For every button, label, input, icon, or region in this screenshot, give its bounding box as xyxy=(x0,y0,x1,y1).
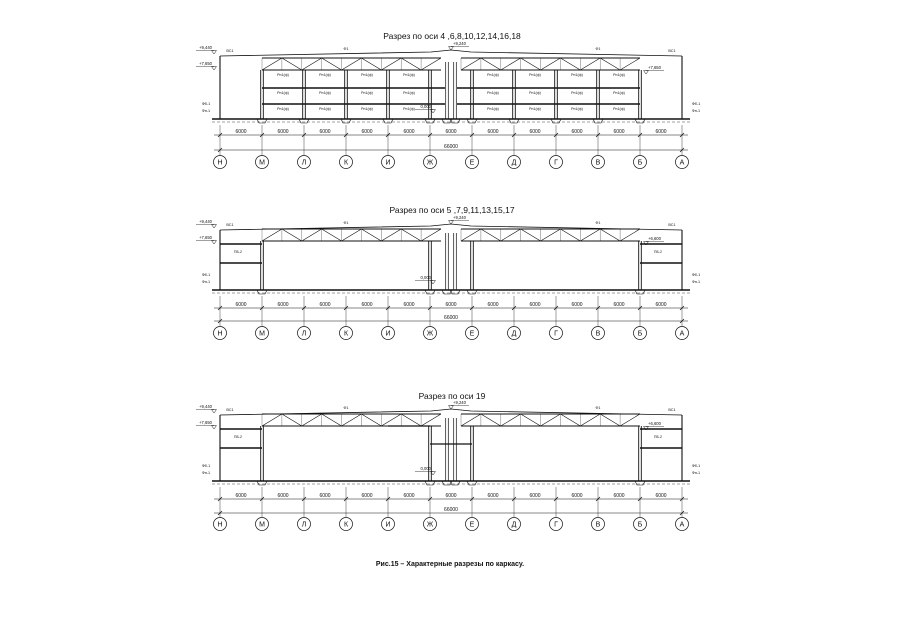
bay-dimension: 6000 xyxy=(361,129,373,135)
truss-diagonal xyxy=(302,414,322,426)
room-label: Рп1(ф) xyxy=(613,91,625,95)
bay-dimension: 6000 xyxy=(319,302,331,308)
bay-dimension: 6000 xyxy=(487,493,499,499)
section-1 xyxy=(196,31,700,169)
level-triangle xyxy=(212,426,217,430)
truss-diagonal xyxy=(262,414,282,426)
room-label: Рп1(ф) xyxy=(529,107,541,111)
room-label: Рп1(ф) xyxy=(571,107,583,111)
truss-diagonal xyxy=(501,58,521,70)
beam-label: ПБ-2 xyxy=(653,435,663,439)
axis-label: А xyxy=(679,159,685,167)
truss-diagonal xyxy=(381,58,401,70)
element-tag: Фн-1 xyxy=(691,471,701,475)
bay-dimension: 6000 xyxy=(655,129,667,135)
truss-diagonal xyxy=(381,229,401,241)
truss-diagonal xyxy=(541,58,561,70)
room-label: Рп1(ф) xyxy=(319,91,331,95)
room-label: Рп1(ф) xyxy=(403,107,415,111)
axis-label: Д xyxy=(511,330,517,338)
axis-label: Е xyxy=(469,330,475,338)
truss-diagonal xyxy=(580,414,600,426)
axis-label: В xyxy=(595,159,601,167)
section-3 xyxy=(196,391,700,531)
truss-diagonal xyxy=(541,229,561,241)
truss-diagonal xyxy=(600,58,620,70)
truss-diagonal xyxy=(421,414,441,426)
bay-dimension: 6000 xyxy=(655,302,667,308)
axis-label: Н xyxy=(217,330,223,338)
section-title: Разрез по оси 5 ,7,9,11,13,15,17 xyxy=(389,205,515,215)
truss-diagonal xyxy=(381,414,401,426)
element-tag: Ф1 xyxy=(343,47,349,51)
axis-label: Ж xyxy=(426,521,434,529)
truss-diagonal xyxy=(461,414,481,426)
truss-diagonal xyxy=(322,414,342,426)
level-mark: +6,600 xyxy=(648,421,661,426)
level-mark: +7,650 xyxy=(199,61,212,66)
total-dimension: 66000 xyxy=(444,315,458,321)
element-tag: Фн-1 xyxy=(691,109,701,113)
axis-label: Б xyxy=(637,159,643,167)
bay-dimension: 6000 xyxy=(235,302,247,308)
room-label: Рп1(ф) xyxy=(403,73,415,77)
truss-diagonal xyxy=(481,58,501,70)
axis-label: М xyxy=(259,521,265,529)
element-tag: Фн-1 xyxy=(201,280,211,284)
bay-dimension: 6000 xyxy=(277,493,289,499)
bay-dimension: 6000 xyxy=(529,129,541,135)
truss-diagonal xyxy=(521,414,541,426)
bay-dimension: 6000 xyxy=(613,302,625,308)
truss-diagonal xyxy=(282,414,302,426)
level-mark-ridge: +9,240 xyxy=(453,215,466,220)
axis-label: Л xyxy=(301,330,307,338)
axis-label: А xyxy=(679,521,685,529)
element-tag: Фб-1 xyxy=(691,273,701,277)
truss-diagonal xyxy=(580,229,600,241)
room-label: Рп1(ф) xyxy=(487,107,499,111)
room-label: Рп1(ф) xyxy=(361,91,373,95)
room-label: Рп1(ф) xyxy=(571,91,583,95)
truss-diagonal xyxy=(262,58,282,70)
axis-label: И xyxy=(385,330,391,338)
element-tag: ВС1 xyxy=(668,408,676,412)
level-triangle xyxy=(449,47,454,51)
axis-label: В xyxy=(595,521,601,529)
bay-dimension: 6000 xyxy=(277,129,289,135)
beam-label: ПБ-2 xyxy=(233,250,243,254)
room-label: Рп1(ф) xyxy=(571,73,583,77)
bay-dimension: 6000 xyxy=(445,493,457,499)
level-mark-zero: 0,000 xyxy=(420,466,431,471)
axis-label: Ж xyxy=(426,159,434,167)
truss-diagonal xyxy=(322,58,342,70)
bay-dimension: 6000 xyxy=(529,302,541,308)
truss-diagonal xyxy=(401,58,421,70)
bay-dimension: 6000 xyxy=(445,302,457,308)
bay-dimension: 6000 xyxy=(235,493,247,499)
roof-line xyxy=(220,50,682,56)
axis-label: Д xyxy=(511,159,517,167)
axis-label: К xyxy=(343,521,349,529)
truss-diagonal xyxy=(481,414,501,426)
room-label: Рп1(ф) xyxy=(529,91,541,95)
level-mark: +7,650 xyxy=(199,235,212,240)
room-label: Рп1(ф) xyxy=(361,73,373,77)
bay-dimension: 6000 xyxy=(361,302,373,308)
bay-dimension: 6000 xyxy=(319,129,331,135)
level-triangle xyxy=(449,406,454,410)
level-mark-ridge: +9,240 xyxy=(453,41,466,46)
truss-diagonal xyxy=(521,229,541,241)
element-tag: Ф1 xyxy=(595,406,601,410)
level-mark-top: +9,440 xyxy=(199,404,212,409)
truss-diagonal xyxy=(342,414,362,426)
truss-diagonal xyxy=(262,229,282,241)
bay-dimension: 6000 xyxy=(361,493,373,499)
truss-diagonal xyxy=(342,229,362,241)
bay-dimension: 6000 xyxy=(655,493,667,499)
truss-diagonal xyxy=(620,414,640,426)
truss-diagonal xyxy=(401,229,421,241)
bay-dimension: 6000 xyxy=(613,129,625,135)
room-label: Рп1(ф) xyxy=(277,73,289,77)
axis-label: В xyxy=(595,330,601,338)
truss-diagonal xyxy=(580,58,600,70)
element-tag: Ф1 xyxy=(595,47,601,51)
axis-label: Л xyxy=(301,159,307,167)
axis-label: К xyxy=(343,330,349,338)
axis-label: К xyxy=(343,159,349,167)
room-label: Рп1(ф) xyxy=(487,73,499,77)
bay-dimension: 6000 xyxy=(487,129,499,135)
truss-diagonal xyxy=(421,229,441,241)
room-label: Рп1(ф) xyxy=(613,107,625,111)
truss-diagonal xyxy=(282,58,302,70)
bay-dimension: 6000 xyxy=(319,493,331,499)
bay-dimension: 6000 xyxy=(235,129,247,135)
element-tag: ВС1 xyxy=(226,49,234,53)
element-tag: Фб-1 xyxy=(201,102,211,106)
element-tag: Фн-1 xyxy=(201,109,211,113)
bay-dimension: 6000 xyxy=(487,302,499,308)
axis-label: Н xyxy=(217,159,223,167)
truss-diagonal xyxy=(501,229,521,241)
axis-label: Г xyxy=(554,521,558,529)
axis-label: Б xyxy=(637,521,643,529)
element-tag: Фн-1 xyxy=(201,471,211,475)
truss-diagonal xyxy=(302,58,322,70)
element-tag: ВС1 xyxy=(668,49,676,53)
axis-label: Г xyxy=(554,159,558,167)
section-2 xyxy=(196,205,700,340)
room-label: Рп1(ф) xyxy=(319,73,331,77)
bay-dimension: 6000 xyxy=(571,302,583,308)
room-label: Рп1(ф) xyxy=(487,91,499,95)
truss-diagonal xyxy=(461,229,481,241)
truss-diagonal xyxy=(302,229,322,241)
axis-label: Ж xyxy=(426,330,434,338)
level-triangle xyxy=(212,51,217,55)
level-mark: +6,600 xyxy=(648,236,661,241)
truss-diagonal xyxy=(461,58,481,70)
room-label: Рп1(ф) xyxy=(529,73,541,77)
element-tag: Фб-1 xyxy=(691,464,701,468)
level-mark: +7,650 xyxy=(199,420,212,425)
truss-diagonal xyxy=(342,58,362,70)
bay-dimension: 6000 xyxy=(403,493,415,499)
truss-diagonal xyxy=(361,58,381,70)
truss-diagonal xyxy=(401,414,421,426)
bay-dimension: 6000 xyxy=(529,493,541,499)
element-tag: ВС1 xyxy=(226,223,234,227)
room-label: Рп1(ф) xyxy=(319,107,331,111)
room-label: Рп1(ф) xyxy=(277,107,289,111)
truss-diagonal xyxy=(560,58,580,70)
truss-diagonal xyxy=(560,414,580,426)
axis-label: Е xyxy=(469,159,475,167)
axis-label: М xyxy=(259,159,265,167)
element-tag: Ф1 xyxy=(343,221,349,225)
room-label: Рп1(ф) xyxy=(361,107,373,111)
level-triangle xyxy=(212,241,217,245)
level-triangle xyxy=(212,225,217,229)
level-triangle xyxy=(212,67,217,71)
truss-diagonal xyxy=(282,229,302,241)
axis-label: Н xyxy=(217,521,223,529)
truss-diagonal xyxy=(361,229,381,241)
axis-label: И xyxy=(385,521,391,529)
truss-diagonal xyxy=(481,229,501,241)
section-title: Разрез по оси 19 xyxy=(418,391,486,401)
axis-label: И xyxy=(385,159,391,167)
bay-dimension: 6000 xyxy=(571,493,583,499)
bay-dimension: 6000 xyxy=(403,302,415,308)
element-tag: Ф1 xyxy=(595,221,601,225)
bay-dimension: 6000 xyxy=(571,129,583,135)
level-mark: +7,650 xyxy=(648,65,661,70)
level-triangle xyxy=(644,71,649,75)
level-triangle xyxy=(449,221,454,225)
axis-label: М xyxy=(259,330,265,338)
axis-label: Г xyxy=(554,330,558,338)
room-label: Рп1(ф) xyxy=(403,91,415,95)
level-mark-zero: 0,000 xyxy=(420,275,431,280)
level-mark-top: +9,440 xyxy=(199,45,212,50)
truss-diagonal xyxy=(322,229,342,241)
element-tag: Ф1 xyxy=(343,406,349,410)
axis-label: Д xyxy=(511,521,517,529)
axis-label: Б xyxy=(637,330,643,338)
total-dimension: 66000 xyxy=(444,507,458,513)
bay-dimension: 6000 xyxy=(445,129,457,135)
bay-dimension: 6000 xyxy=(613,493,625,499)
level-triangle xyxy=(212,410,217,414)
truss-diagonal xyxy=(361,414,381,426)
truss-diagonal xyxy=(421,58,441,70)
bay-dimension: 6000 xyxy=(277,302,289,308)
figure-caption: Рис.15 – Характерные разрезы по каркасу. xyxy=(375,561,525,568)
beam-label: ПБ-2 xyxy=(653,250,663,254)
truss-diagonal xyxy=(600,414,620,426)
level-mark-top: +9,440 xyxy=(199,219,212,224)
truss-diagonal xyxy=(620,229,640,241)
element-tag: ВС1 xyxy=(226,408,234,412)
truss-diagonal xyxy=(541,414,561,426)
beam-label: ПБ-2 xyxy=(233,435,243,439)
level-mark-ridge: +9,240 xyxy=(453,400,466,405)
level-mark-zero: 0,000 xyxy=(420,104,431,109)
element-tag: Фн-1 xyxy=(691,280,701,284)
total-dimension: 66000 xyxy=(444,144,458,150)
element-tag: Фб-1 xyxy=(691,102,701,106)
axis-label: Е xyxy=(469,521,475,529)
axis-label: А xyxy=(679,330,685,338)
truss-diagonal xyxy=(600,229,620,241)
truss-diagonal xyxy=(620,58,640,70)
truss-diagonal xyxy=(560,229,580,241)
section-title: Разрез по оси 4 ,6,8,10,12,14,16,18 xyxy=(383,31,521,41)
truss-diagonal xyxy=(501,414,521,426)
bay-dimension: 6000 xyxy=(403,129,415,135)
element-tag: ВС1 xyxy=(668,223,676,227)
room-label: Рп1(ф) xyxy=(277,91,289,95)
truss-diagonal xyxy=(521,58,541,70)
element-tag: Фб-1 xyxy=(201,464,211,468)
axis-label: Л xyxy=(301,521,307,529)
element-tag: Фб-1 xyxy=(201,273,211,277)
room-label: Рп1(ф) xyxy=(613,73,625,77)
